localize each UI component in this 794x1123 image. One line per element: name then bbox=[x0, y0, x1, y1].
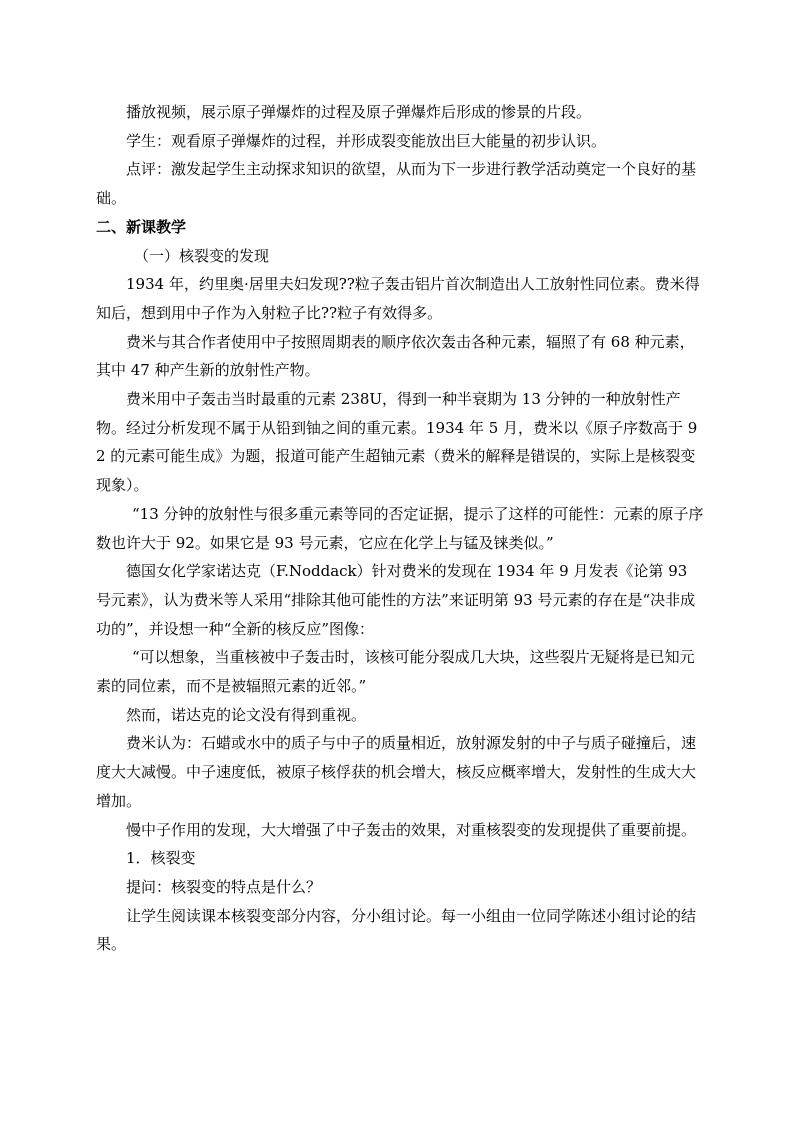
quote-noddack: “可以想象，当重核被中子轰击时，该核可能分裂成几大块，这些裂片无疑将是已知元素的同位素，而不是被辐照元素的近邻。” bbox=[96, 648, 695, 696]
paragraph-slow-neutron: 费米认为：石蜡或水中的质子与中子的质量相近，放射源发射的中子与质子碰撞后，速度大大减慢。中子速度低，被原子核俘获的机会增大，核反应概率增大，发射性的生成大大增加。 bbox=[96, 734, 697, 810]
paragraph-comment: 点评：激发起学生主动探求知识的欲望，从而为下一步进行教学活动奠定一个良好的基础。 bbox=[96, 160, 697, 208]
paragraph-discussion: 让学生阅读课本核裂变部分内容，分小组讨论。每一小组由一位同学陈述小组讨论的结果。 bbox=[96, 906, 697, 954]
quote-fermi: “13 分钟的放射性与很多重元素等同的否定证据，提示了这样的可能性：元素的原子序数也许大于 92。如果它是 93 号元素，它应在化学上与锰及铼类似。” bbox=[96, 504, 704, 552]
paragraph-fermi-elements: 费米与其合作者使用中子按照周期表的顺序依次轰击各种元素，辐照了有 68 种元素，其中 47 种产生新的放射性产物。 bbox=[96, 332, 695, 380]
numbered-heading: 1．核裂变 bbox=[126, 849, 196, 868]
paragraph-student: 学生：观看原子弹爆炸的过程，并形成裂变能放出巨大能量的初步认识。 bbox=[126, 131, 607, 150]
section-heading: 二、新课教学 bbox=[96, 217, 187, 236]
paragraph-question: 提问：核裂变的特点是什么？ bbox=[126, 877, 322, 896]
subsection-heading: （一）核裂变的发现 bbox=[134, 246, 270, 265]
paragraph-fermi-uranium: 费米用中子轰击当时最重的元素 238U，得到一种半衰期为 13 分钟的一种放射性产物。经过分析发现不属于从铅到铀之间的重元素。1934 年 5 月，费米以《原子序数高于 92 的元素可能生成》为题，报道可能产生超铀元素（费米的解释是错误的，实际上是核裂变现象）。 bbox=[96, 390, 698, 495]
paragraph-ignored: 然而，诺达克的论文没有得到重视。 bbox=[126, 705, 367, 724]
paragraph-discovery: 慢中子作用的发现，大大增强了中子轰击的效果，对重核裂变的发现提供了重要前提。 bbox=[126, 820, 697, 839]
document-body bbox=[96, 98, 706, 959]
paragraph-noddack: 德国女化学家诺达克（F.Noddack）针对费米的发现在 1934 年 9 月发表《论第 93 号元素》，认为费米等人采用“排除其他可能性的方法”来证明第 93 号元素的存在是“决非成功的”，并设想一种“全新的核反应”图像： bbox=[96, 562, 696, 638]
paragraph-curie: 1934 年，约里奥·居里夫妇发现??粒子轰击铝片首次制造出人工放射性同位素。费米得知后，想到用中子作为入射粒子比??粒子有效得多。 bbox=[96, 275, 700, 322]
paragraph-video: 播放视频，展示原子弹爆炸的过程及原子弹爆炸后形成的惨景的片段。 bbox=[126, 103, 592, 121]
